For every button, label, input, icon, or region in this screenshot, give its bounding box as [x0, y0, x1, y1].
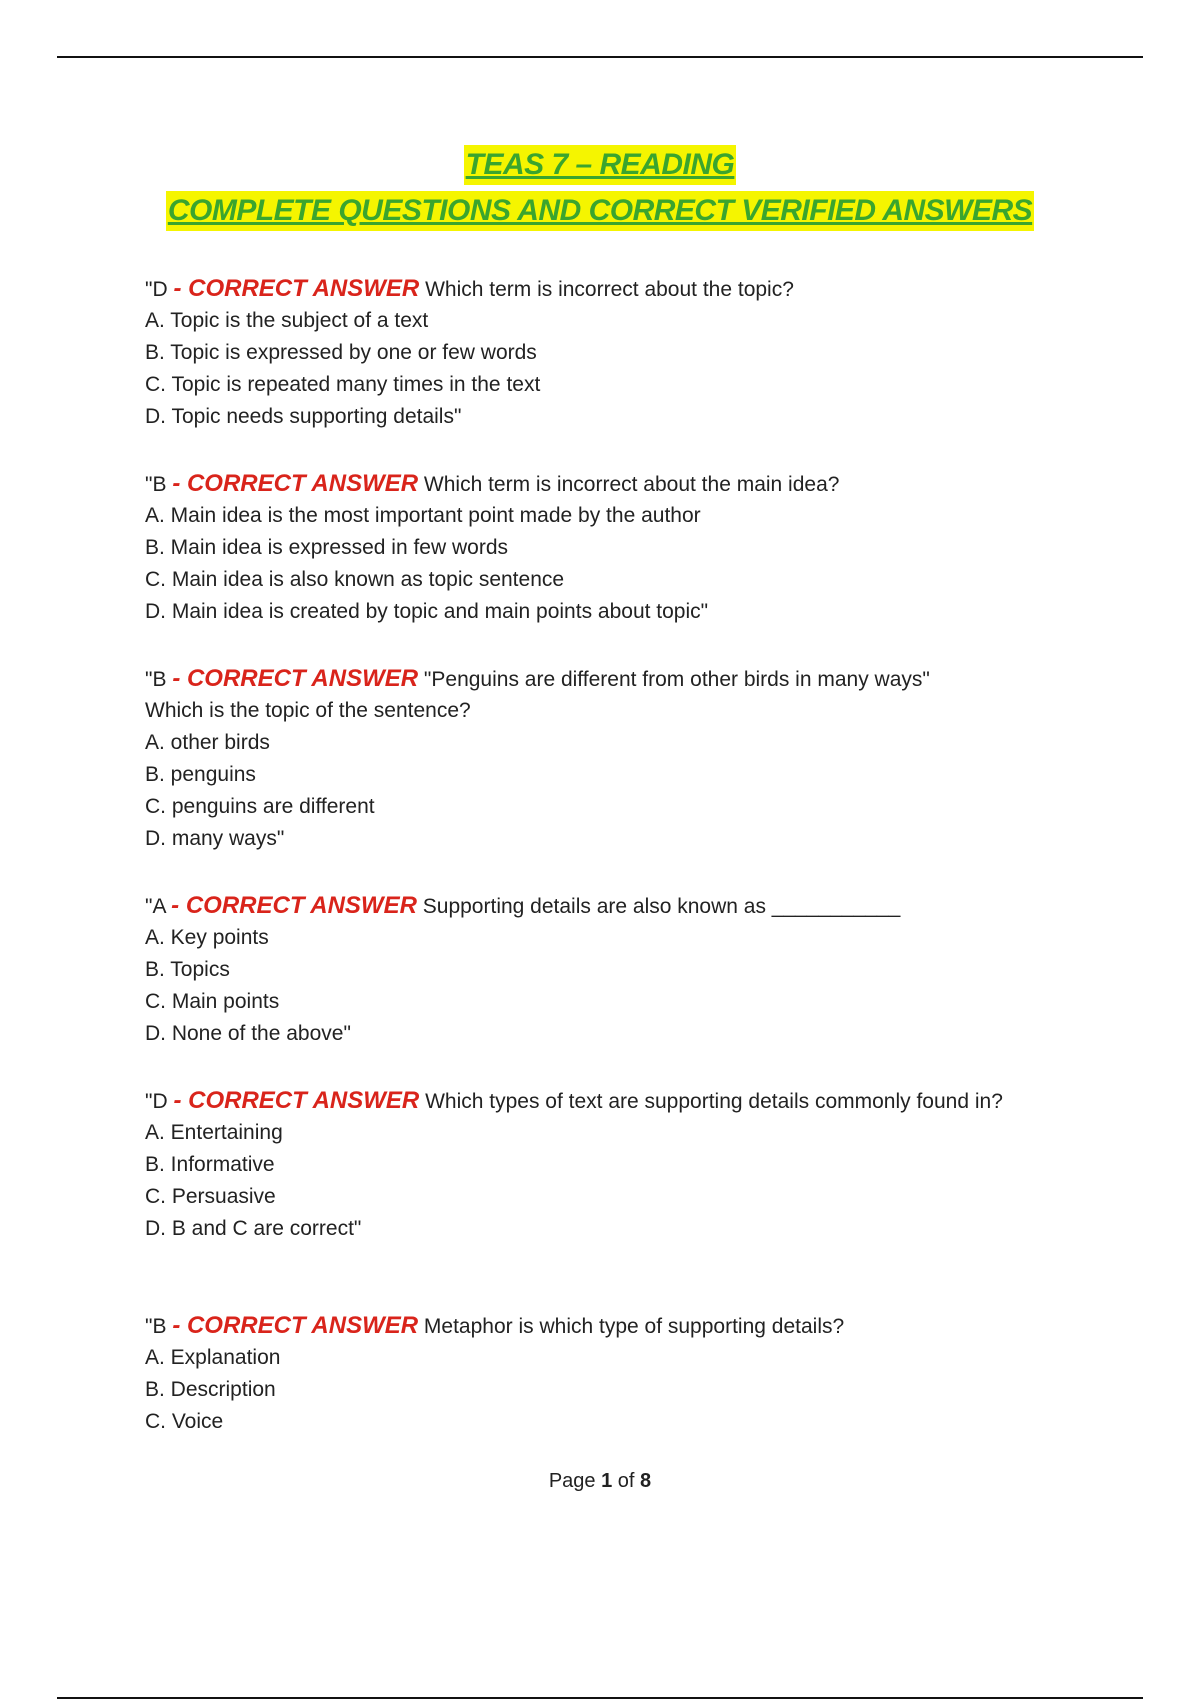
question-text: Metaphor is which type of supporting details?: [423, 1315, 845, 1338]
question-block: [145, 273, 1145, 433]
current-page: 1: [601, 1470, 613, 1492]
option-b: B. Topic is expressed by one or few words: [145, 341, 537, 364]
answer-letter: "A: [145, 895, 166, 918]
footer-rule: [57, 1697, 1143, 1699]
question-block: [145, 468, 1145, 628]
question-block: [145, 1310, 1145, 1438]
answer-letter: "D: [145, 1090, 168, 1113]
question-stem: [145, 663, 1145, 695]
correct-answer-label: - CORRECT ANSWER: [172, 1312, 419, 1339]
question-list: [145, 273, 1145, 1438]
header-rule: [57, 56, 1143, 58]
question-stem: [145, 1085, 1145, 1117]
option-b: B. Topics: [145, 958, 230, 981]
option-b: B. Description: [145, 1378, 276, 1401]
option-c: C. Main idea is also known as topic sentence: [145, 568, 565, 591]
correct-answer-label: - CORRECT ANSWER: [171, 892, 417, 919]
title-line-1: TEAS 7 – READING: [464, 145, 737, 185]
option-a: A. Key points: [145, 926, 269, 949]
question-block: [145, 663, 1145, 855]
correct-answer-label: - CORRECT ANSWER: [172, 470, 419, 497]
question-block: [145, 890, 1145, 1050]
option-d: D. Topic needs supporting details": [145, 405, 462, 428]
option-d: D. B and C are correct": [145, 1217, 362, 1240]
question-text: Which term is incorrect about the main idea?: [423, 473, 840, 496]
option-a: A. Main idea is the most important point made by the author: [145, 504, 701, 527]
option-c: C. penguins are different: [145, 795, 375, 818]
option-d: D. Main idea is created by topic and main points about topic": [145, 600, 709, 623]
of-word: of: [617, 1470, 635, 1492]
document-title: [0, 145, 1200, 237]
total-pages: 8: [640, 1470, 652, 1492]
question-text: Which types of text are supporting details commonly found in?: [425, 1090, 1003, 1113]
question-stem: [145, 890, 1145, 922]
answer-letter: "B: [145, 1315, 167, 1338]
answer-letter: "B: [145, 473, 167, 496]
option-b: B. penguins: [145, 763, 256, 786]
option-a: A. Entertaining: [145, 1121, 283, 1144]
question-stem: [145, 468, 1145, 500]
question-text: Which term is incorrect about the topic?: [425, 278, 794, 301]
option-d: D. many ways": [145, 827, 285, 850]
question-text: Supporting details are also known as ___________: [422, 895, 901, 918]
option-b: B. Informative: [145, 1153, 275, 1176]
option-b: B. Main idea is expressed in few words: [145, 536, 508, 559]
question-text-continued: Which is the topic of the sentence?: [145, 699, 471, 722]
option-a: A. Explanation: [145, 1346, 281, 1369]
question-stem: [145, 1310, 1145, 1342]
option-a: A. Topic is the subject of a text: [145, 309, 429, 332]
answer-letter: "B: [145, 668, 167, 691]
option-c: C. Main points: [145, 990, 280, 1013]
correct-answer-label: - CORRECT ANSWER: [172, 665, 419, 692]
question-block: [145, 1085, 1145, 1245]
option-c: C. Topic is repeated many times in the text: [145, 373, 541, 396]
correct-answer-label: - CORRECT ANSWER: [173, 275, 420, 302]
correct-answer-label: - CORRECT ANSWER: [173, 1087, 420, 1114]
question-text: "Penguins are different from other birds in many ways": [423, 668, 930, 691]
question-stem: [145, 273, 1145, 305]
option-c: C. Persuasive: [145, 1185, 276, 1208]
option-d: D. None of the above": [145, 1022, 351, 1045]
option-c: C. Voice: [145, 1410, 224, 1433]
page-number: [0, 1470, 1200, 1493]
page-word: Page: [548, 1470, 596, 1492]
answer-letter: "D: [145, 278, 168, 301]
option-a: A. other birds: [145, 731, 270, 754]
title-line-2: COMPLETE QUESTIONS AND CORRECT VERIFIED ANSWERS: [166, 191, 1034, 231]
